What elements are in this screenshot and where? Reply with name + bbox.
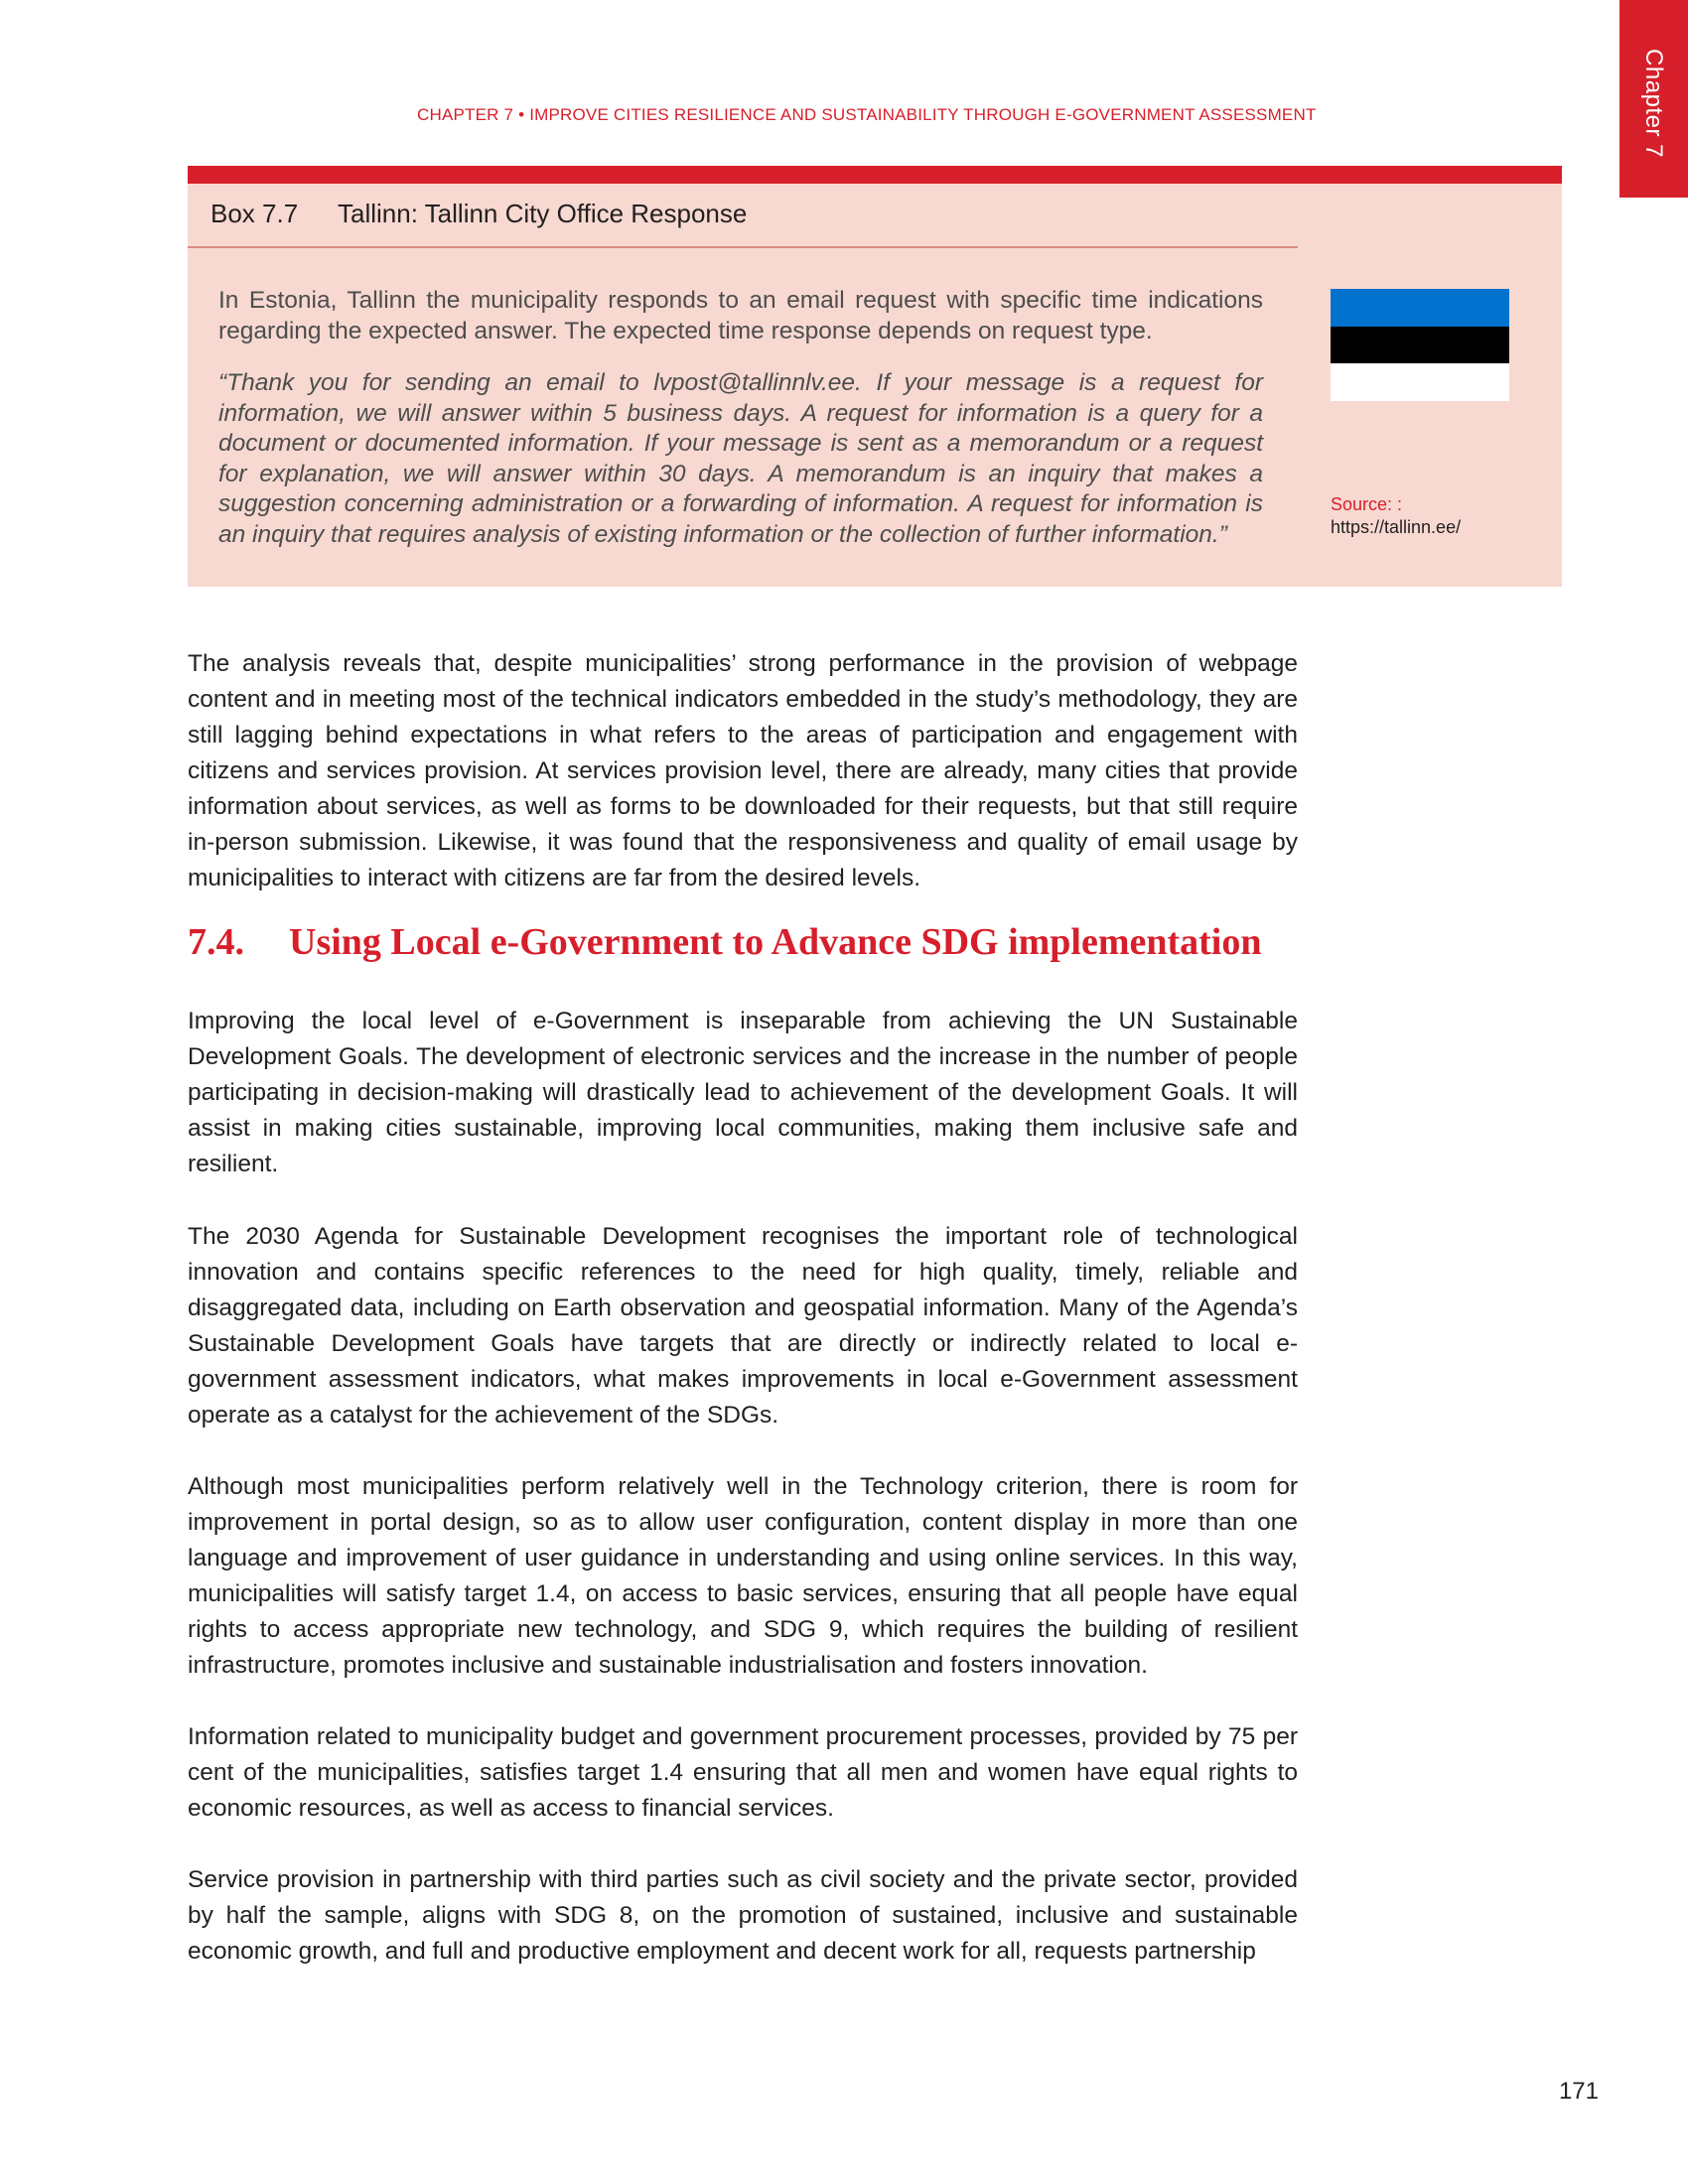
box-title-row — [211, 199, 747, 229]
box-number: Box 7.7 — [211, 199, 299, 228]
section-title: Using Local e-Government to Advance SDG implementation — [289, 921, 1262, 963]
chapter-tab — [1619, 0, 1688, 198]
paragraph-analysis — [188, 646, 1298, 896]
paragraph-2030-agenda — [188, 1219, 1298, 1433]
paragraph: The analysis reveals that, despite municipalities’ strong performance in the provision of webpage content and in meeting most of the technical indicators embedded in the study’s methodology, they are still lagging behind expectations in what refers to the areas of participation and engagement with citizens and services provision. At services provision level, there are already, many cities that provide information about services, as well as forms to be downloaded for their requests, but that still require in-person submission. Likewise, it was found that the responsiveness and quality of email usage by municipalities to interact with citizens are far from the desired levels. — [188, 650, 1298, 891]
page-number: 171 — [1558, 2078, 1599, 2105]
paragraph-technology — [188, 1469, 1298, 1684]
paragraph: Information related to municipality budget and government procurement processes, provided by 75 per cent of the municipalities, satisfies target 1.4 ensuring that all men and women have equal rights to economic resources, as well as access to financial services. — [188, 1723, 1298, 1822]
box-title: Tallinn: Tallinn City Office Response — [338, 199, 748, 228]
box-quote: “Thank you for sending an email to lvpost@tallinnlv.ee. If your message is a request for information, we will answer within 5 business days. A request for information is a query for a document or documented information. If your message is sent as a memorandum or a request for explanation, we will answer within 30 days. A memorandum is an inquiry that makes a suggestion concerning administration or a forwarding of information. A request for information is an inquiry that requires analysis of existing information or the collection of further information.” — [218, 369, 1263, 548]
paragraph: Service provision in partnership with third parties such as civil society and the private sector, provided by half the sample, aligns with SDG 8, on the promotion of sustained, inclusive and sustainable economic growth, and full and productive employment and decent work for all, requests partnership — [188, 1866, 1298, 1965]
box-intro: In Estonia, Tallinn the municipality responds to an email request with specific time indications regarding the expected answer. The expected time response depends on request type. — [218, 287, 1263, 344]
box-top-bar — [188, 166, 1562, 184]
running-header: CHAPTER 7 • IMPROVE CITIES RESILIENCE AND SUSTAINABILITY THROUGH E-GOVERNMENT ASSESSMENT — [417, 105, 1317, 124]
source-link[interactable]: https://tallinn.ee/ — [1331, 517, 1462, 537]
flag-band-blue — [1331, 289, 1509, 327]
chapter-tab-label: Chapter 7 — [1640, 49, 1667, 158]
paragraph: The 2030 Agenda for Sustainable Development recognises the important role of technological innovation and contains specific references to the need for high quality, timely, reliable and disaggregated data, including on Earth observation and geospatial information. Many of the Agenda’s Sustainable Development Goals have targets that are directly or indirectly related to local e-government assessment indicators, what makes improvements in local e-Government assessment operate as a catalyst for the achievement of the SDGs. — [188, 1223, 1298, 1429]
section-heading — [188, 920, 1262, 964]
box-divider — [188, 246, 1298, 248]
box-body — [218, 286, 1263, 550]
paragraph-partnership — [188, 1862, 1298, 1970]
paragraph-local-egov — [188, 1004, 1298, 1182]
paragraph: Although most municipalities perform relatively well in the Technology criterion, there is room for improvement in portal design, so as to allow user configuration, content display in more than one language and improvement of user guidance in understanding and using online services. In this way, municipalities will satisfy target 1.4, on access to basic services, ensuring that all people have equal rights to access appropriate new technology, and SDG 9, which requires the building of resilient infrastructure, promotes inclusive and sustainable industrialisation and fosters innovation. — [188, 1473, 1298, 1679]
box-source — [1331, 493, 1461, 539]
source-label: Source: : — [1331, 494, 1403, 514]
paragraph: Improving the local level of e-Government is inseparable from achieving the UN Sustainable Development Goals. The development of electronic services and the increase in the number of people participating in decision-making will drastically lead to achievement of the development Goals. It will assist in making cities sustainable, improving local communities, making them inclusive safe and resilient. — [188, 1008, 1298, 1177]
estonia-flag-icon — [1331, 289, 1509, 401]
section-number: 7.4. — [188, 921, 244, 963]
paragraph-budget — [188, 1719, 1298, 1827]
box-7-7 — [188, 166, 1562, 587]
flag-band-black — [1331, 327, 1509, 364]
flag-band-white — [1331, 363, 1509, 401]
